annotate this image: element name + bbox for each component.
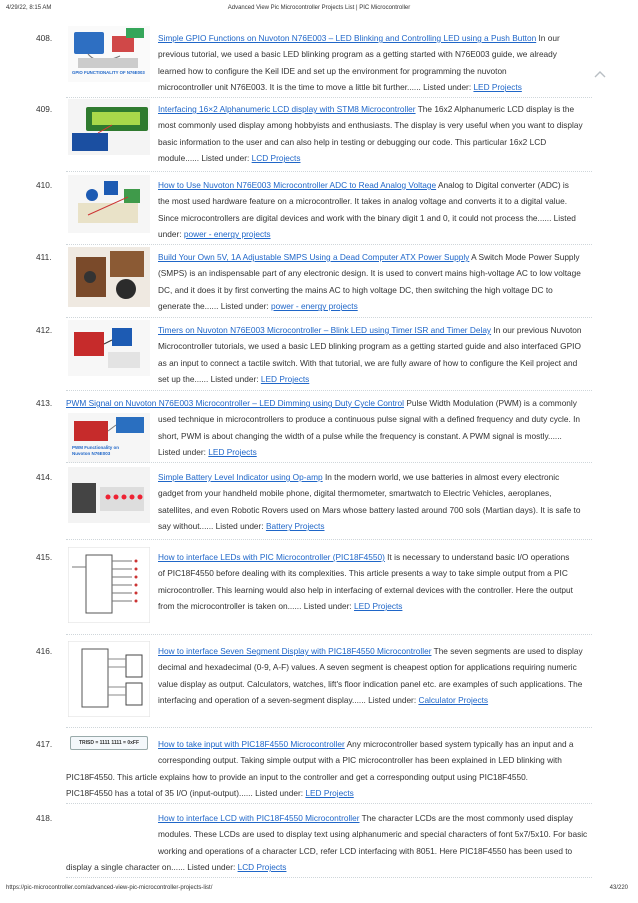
item-description-wrap (66, 769, 592, 802)
project-thumbnail[interactable] (68, 320, 150, 376)
category-link[interactable]: LCD Projects (237, 862, 287, 873)
desc-line: (SMPS) is an indispensable part of any electronic design. It is used to convert mains high-voltage AC to low voltage (158, 268, 581, 279)
item-number: 414. (36, 472, 53, 482)
item-divider (66, 317, 592, 318)
desc-line: Listed under: (158, 447, 206, 458)
desc-line: corresponding output. Taking simple output with a PIC microcontroller has been explained in LED blinking with (158, 755, 562, 766)
desc-line: short, PWM is about changing the width of a pulse while the frequency is constant. A PWM signal is mostly...... (158, 430, 562, 441)
category-link[interactable]: Calculator Projects (418, 695, 489, 706)
item-number: 411. (36, 252, 52, 262)
desc-first-line-tail: In the modern world, we use batteries in almost every electronic (322, 472, 560, 482)
category-link[interactable]: power - energy projects (271, 301, 358, 312)
desc-line: interfacing and operation of a seven-segment display...... Listed under: (158, 695, 417, 706)
desc-line: Since microcontrollers are digital devices and work with the binary digit 1 and 0, it could not process the...... Listed (158, 212, 576, 223)
desc-first-line-tail: The seven segments are used to display (431, 646, 583, 656)
category-link[interactable]: LED Projects (305, 788, 354, 799)
desc-line: Microcontroller tutorials, we used a basic LED blinking program as a getting started guide and also interfaced GPIO (158, 341, 581, 352)
list-item (0, 549, 638, 629)
item-description (158, 177, 592, 243)
desc-first-line-tail: A Switch Mode Power Supply (469, 252, 580, 262)
list-item (0, 469, 638, 535)
desc-line: microcontroller unit N76E003. It is the time to move a little bit further...... Listed under: (158, 82, 472, 93)
desc-line: modules. These LCDs are used to display text using alphanumeric and special characters of font 5x7/5x10. For basic (158, 829, 588, 840)
project-thumbnail[interactable] (68, 413, 150, 463)
desc-line: most commonly used display among hobbyists and enthusiasts. The display is very useful when you want to display (158, 120, 583, 131)
item-divider (66, 803, 592, 804)
project-thumbnail[interactable] (68, 641, 150, 717)
desc-line: basic information to the user and can also help in testing or debugging our code. This particular 16x2 LCD (158, 136, 547, 147)
desc-line: set up the...... Listed under: (158, 374, 259, 385)
desc-line: generate the...... Listed under: (158, 301, 269, 312)
desc-first-line-tail: In our (536, 33, 560, 43)
item-divider (66, 539, 592, 540)
item-divider (66, 727, 592, 728)
desc-line: satellites, and even Robotic Rovers used on Mars whose battery lasted around 700 sols (Martian days). It is safe to (158, 504, 581, 515)
project-thumbnail[interactable] (68, 247, 150, 307)
category-link[interactable]: LED Projects (354, 601, 403, 612)
project-title-link[interactable]: PWM Signal on Nuvoton N76E003 Microcontroller – LED Dimming using Duty Cycle Control (66, 398, 405, 408)
item-description (158, 810, 592, 859)
desc-line: the most used hardware feature on a microcontroller. It takes in analog voltage and converts it to a digital value. (158, 196, 568, 207)
category-link[interactable]: LED Projects (208, 447, 257, 458)
desc-line: PIC18F4550 has a total of 35 I/O (input-output)...... Listed under: (66, 788, 304, 799)
item-divider (66, 171, 592, 172)
item-number: 409. (36, 104, 53, 114)
list-item (0, 249, 638, 315)
desc-line: say without...... Listed under: (158, 521, 264, 532)
item-divider (66, 877, 592, 878)
project-thumbnail[interactable] (68, 99, 150, 155)
desc-first-line-tail: Analog to Digital converter (ADC) is (436, 180, 569, 190)
desc-first-line-tail: Pulse Width Modulation (PWM) is a commonly (404, 398, 577, 408)
category-link[interactable]: power - energy projects (183, 229, 271, 240)
desc-line: display a single character on...... Listed under: (66, 862, 236, 873)
item-divider (66, 462, 592, 463)
item-number: 415. (36, 552, 53, 562)
list-item (0, 736, 638, 802)
project-title-link[interactable]: How to interface LCD with PIC18F4550 Microcontroller (158, 813, 360, 823)
item-description (158, 469, 592, 535)
project-title-link[interactable]: Simple Battery Level Indicator using Op-amp (158, 472, 323, 482)
desc-line: from the microcontroller is taken on...... Listed under: (158, 601, 352, 612)
item-description (158, 249, 592, 315)
desc-line: module...... Listed under: (158, 153, 250, 164)
item-description (158, 643, 592, 709)
project-thumbnail[interactable] (68, 26, 150, 82)
desc-line: DC, and it does it by first converting the mains AC to high voltage DC, then switching the high voltage DC to (158, 284, 553, 295)
desc-line: working and operations of a character LCD, refer LCD interfacing with 8051. Here PIC18F4550 has been used to (158, 845, 573, 856)
thumbnail-caption: PWM Functionality on Nuvoton N76E003 (72, 445, 119, 456)
item-description (158, 322, 592, 388)
item-number: 418. (36, 813, 53, 823)
item-number: 412. (36, 325, 53, 335)
desc-line: under: (158, 229, 182, 240)
desc-line: decimal and hexadecimal (0-9, A-F) values. A seven segment is cheapest option for applications requiring numeric (158, 662, 577, 673)
desc-first-line-tail: It is necessary to understand basic I/O operations (384, 552, 570, 562)
list-item (0, 395, 638, 461)
list-item (0, 30, 638, 96)
desc-line: microcontroller. This learning would also help in interfacing of external devices with the controller. Here the output (158, 584, 573, 595)
item-first-line (66, 395, 592, 411)
item-description (158, 549, 592, 615)
project-title-link[interactable]: Interfacing 16×2 Alphanumeric LCD display with STM8 Microcontroller (158, 104, 416, 114)
item-divider (66, 97, 592, 98)
desc-first-line-tail: The 16x2 Alphanumeric LCD display is the (415, 104, 575, 114)
project-title-link[interactable]: Simple GPIO Functions on Nuvoton N76E003 – LED Blinking and Controlling LED using a Push Button (158, 33, 537, 43)
item-divider (66, 634, 592, 635)
thumbnail-caption: TRISD = 1111 1111 = 0xFF (70, 736, 148, 750)
list-item (0, 810, 638, 876)
project-title-link[interactable]: How to interface Seven Segment Display with PIC18F4550 Microcontroller (158, 646, 432, 656)
desc-line: used technique in microcontrollers to produce a continuous pulse signal with a defined frequency and duty cycle. In (158, 414, 581, 425)
desc-line: learned how to configure the Keil IDE and set up the environment for programming the nuvoton (158, 65, 507, 76)
item-number: 417. (36, 739, 53, 749)
desc-line: PIC18F4550. This article explains how to provide an input to the controller and get a corresponding output using PIC18F4550. (66, 771, 528, 782)
print-datetime: 4/29/22, 8:15 AM (6, 5, 52, 11)
desc-line: previous tutorial, we used a basic LED blinking program as a getting started with N76E003 guide, we already (158, 49, 557, 60)
list-item (0, 643, 638, 723)
page-number: 43/220 (609, 885, 628, 891)
item-description (158, 101, 592, 167)
project-title-link[interactable]: How to interface LEDs with PIC Microcontroller (PIC18F4550) (158, 552, 385, 562)
item-number: 413. (36, 398, 53, 408)
item-description-wrap (66, 859, 592, 875)
project-thumbnail[interactable] (68, 467, 150, 523)
project-thumbnail[interactable] (68, 736, 150, 752)
project-title-link[interactable]: Timers on Nuvoton N76E003 Microcontroller – Blink LED using Timer ISR and Timer Delay (158, 325, 492, 335)
desc-first-line-tail: In our previous Nuvoton (491, 325, 582, 335)
category-link[interactable]: LCD Projects (251, 153, 301, 164)
desc-first-line-tail: The character LCDs are the most commonly used display (359, 813, 573, 823)
print-header (0, 5, 638, 17)
category-link[interactable]: LED Projects (473, 82, 522, 93)
desc-line: of PIC18F4550 before dealing with its complexities. This article presents a way to take simple output from a PIC (158, 568, 568, 579)
item-divider (66, 390, 592, 391)
item-description (158, 736, 592, 769)
item-description (158, 411, 592, 460)
project-title-link[interactable]: How to take input with PIC18F4550 Microcontroller (158, 739, 345, 749)
list-item (0, 322, 638, 388)
print-title: Advanced View Pic Microcontroller Projects List | PIC Microcontroller (227, 5, 411, 11)
category-link[interactable]: LED Projects (260, 374, 310, 385)
list-item (0, 177, 638, 243)
desc-line: as an input to connect a tactile switch. With that tutorial, we are fully aware of how to configure the Keil project and (158, 357, 578, 368)
project-thumbnail[interactable] (68, 547, 150, 623)
desc-first-line-tail: Any microcontroller based system typically has an input and a (344, 739, 574, 749)
list-item (0, 101, 638, 167)
desc-line: value display as output. Calculators, watches, lift's floor indication panel etc. are examples of such applications. The (158, 678, 583, 689)
category-link[interactable]: Battery Projects (265, 521, 325, 532)
thumbnail-caption: GPIO FUNCTIONALITY OF N76E003 (72, 70, 145, 75)
page-url: https://pic-microcontroller.com/advanced-view-pic-microcontroller-projects-list/ (6, 885, 213, 891)
item-number: 410. (36, 180, 53, 190)
project-title-link[interactable]: How to Use Nuvoton N76E003 Microcontroller ADC to Read Analog Voltage (158, 180, 437, 190)
item-number: 416. (36, 646, 53, 656)
item-number: 408. (36, 33, 53, 43)
item-description (158, 30, 592, 96)
project-thumbnail[interactable] (68, 175, 150, 233)
print-footer (0, 885, 638, 897)
project-title-link[interactable]: Build Your Own 5V, 1A Adjustable SMPS Using a Dead Computer ATX Power Supply (158, 252, 470, 262)
item-divider (66, 244, 592, 245)
desc-line: gadget from your handheld mobile phone, digital thermometer, smartwatch to Electric Vehicles, aeroplanes, (158, 488, 552, 499)
